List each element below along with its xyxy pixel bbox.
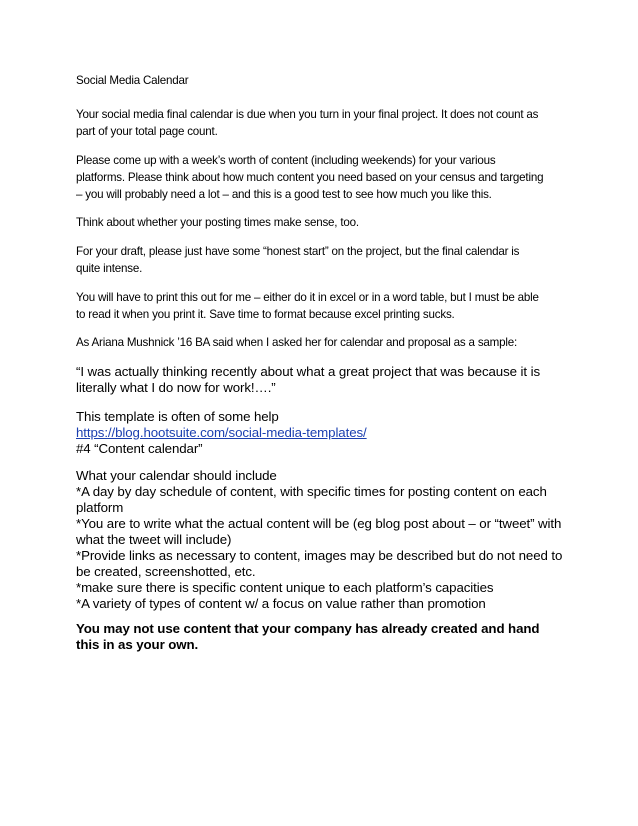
list-item-continued: platform [76,500,124,515]
paragraph-print: You will have to print this out for me – either do it in excel or in a word table, but I must be able to read it when you print it. Save time to format because excel printing sucks. [76,291,539,321]
list-item: *A day by day schedule of content, with specific times for posting content on each [76,484,547,499]
template-item: #4 “Content calendar” [76,441,203,456]
include-heading: What your calendar should include [76,468,277,483]
paragraph-sample: As Ariana Mushnick ’16 BA said when I asked her for calendar and proposal as a sample: [76,336,518,349]
paragraph-due-date: Your social media final calendar is due when you turn in your final project. It does not count as part of your total page count. [76,108,539,138]
document-title: Social Media Calendar [76,74,189,87]
list-item: *Provide links as necessary to content, images may be described but do not need to [76,548,563,563]
template-intro: This template is often of some help [76,409,279,424]
paragraph-posting-times: Think about whether your posting times make sense, too. [76,216,359,229]
paragraph-content-week: Please come up with a week’s worth of content (including weekends) for your various platforms. Please think about how much content you need based on your census and targeting – you will probably need a lot – and this is a good test to see how much you like this. [76,154,544,201]
list-item: *You are to write what the actual content will be (eg blog post about – or “tweet” with [76,516,562,531]
include-section [76,468,562,612]
paragraph-draft: For your draft, please just have some “honest start” on the project, but the final calendar is quite intense. [76,245,520,275]
warning-note: You may not use content that your company has already created and hand this in as your own. [76,621,540,652]
list-item-continued: be created, screenshotted, etc. [76,564,256,579]
template-section [76,409,367,457]
template-link[interactable]: https://blog.hootsuite.com/social-media-templates/ [76,425,367,440]
quote-block: “I was actually thinking recently about what a great project that was because it is literally what I do now for work!….” [76,364,540,395]
list-item: *make sure there is specific content unique to each platform’s capacities [76,580,494,595]
list-item: *A variety of types of content w/ a focus on value rather than promotion [76,596,486,611]
list-item-continued: what the tweet will include) [76,532,232,547]
